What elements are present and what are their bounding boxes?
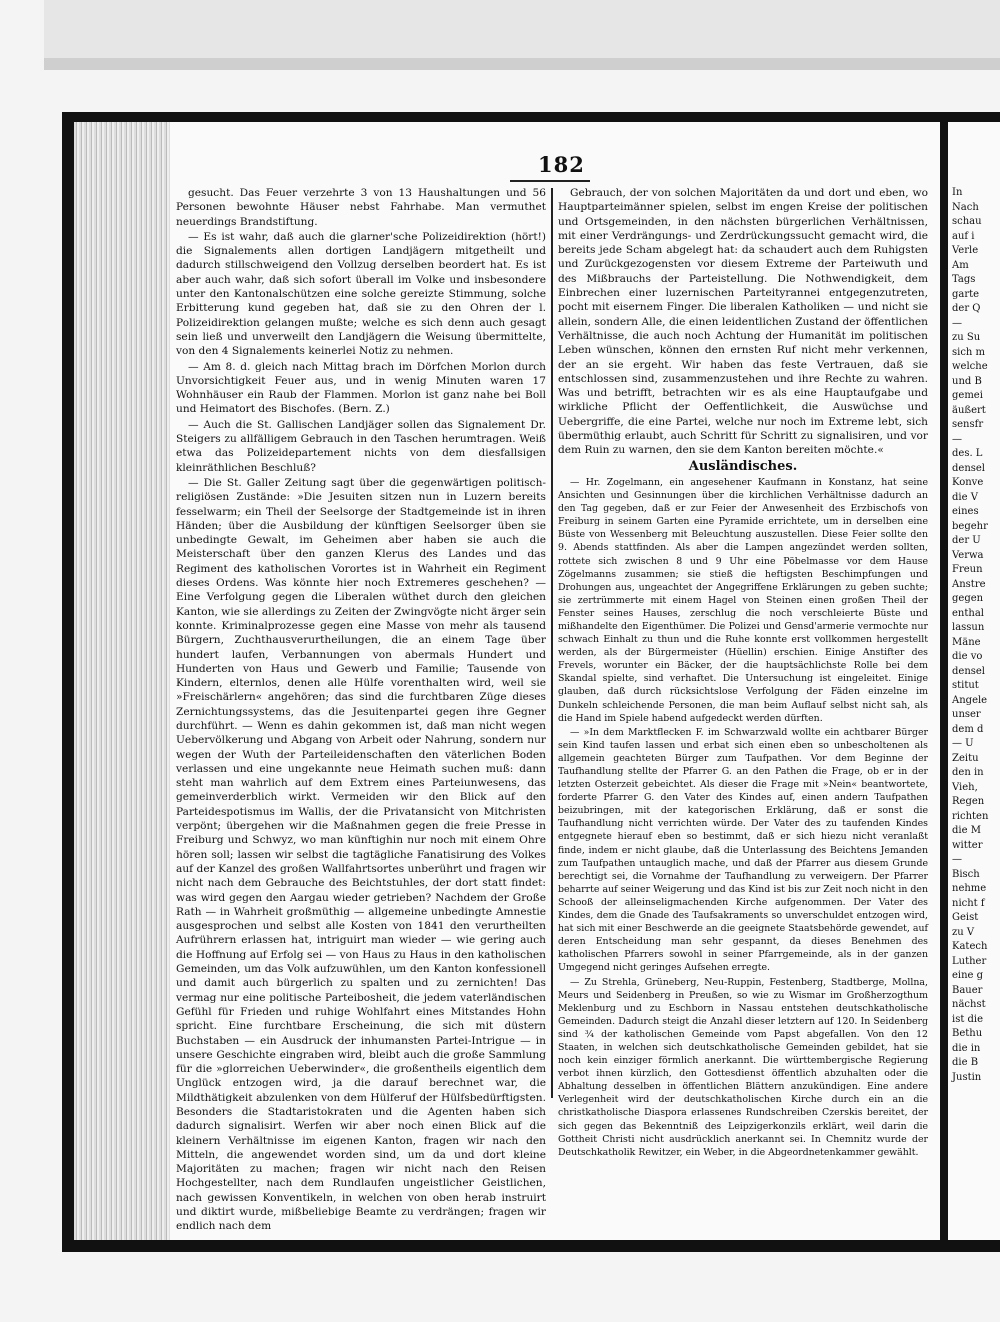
- adjacent-page-line: Anstre: [952, 578, 986, 590]
- scan-frame-top: [62, 112, 1000, 122]
- adjacent-page-line: den in: [952, 767, 984, 778]
- adjacent-page-line: sensfr: [952, 419, 984, 430]
- adjacent-page-line: unser: [952, 709, 981, 720]
- adjacent-page-line: Mäne: [952, 636, 981, 648]
- adjacent-page-line: die B: [952, 1057, 979, 1068]
- book-top-edge: [44, 0, 1000, 60]
- adjacent-page-line: dem d: [952, 723, 984, 735]
- adjacent-page-line: densel: [952, 462, 986, 474]
- adjacent-page-line: der U: [952, 535, 981, 546]
- section-heading: Ausländisches.: [688, 458, 798, 474]
- news-item: — Hr. Zogelmann, ein angesehener Kaufmann in Konstanz, hat seine Ansichten und Gesinnungen über die kirchlichen Verhältnisse dadurch an den Tag gegeben, daß er zur Feier der Anwesenheit des Erzbischofs von Freiburg in seinem Garten eine Pyramide errichtete, um in derselben eine Büste von Wessenberg mit Beleuchtung auszustellen. Diese Feier sollte den 9. Abends stattfinden. Als aber die Lampen angezündet werden sollten, rottete sich zwischen 8 und 9 Uhr eine Pöbelmasse vor dem Hause Zögelmanns zusammen; sie stieß die heftigsten Beschimpfungen und Drohungen aus, ungeachtet der Angegriffene Erklärungen zu geben suchte; sie zertrümmerte mit einem Hagel von Steinen einen großen Theil der Fenster seines Hauses, zerschlug die noch verschleierte Büste und mißhandelte den Eigenthümer. Die Polizei und Gensd'armerie vermochte nur schwach Einhalt zu thun und die Ruhe konnte erst vollkommen hergestellt werden, als der Bürgermeister (Hüellin) erschien. Einige Anstifter des Frevels, worunter ein Bäcker, der die hauptsächlichste Rolle bei dem Skandal spielte, sind verhaftet. Die Untersuchung ist eingeleitet. Einige glauben, daß durch rücksichtslose Verfolgung der Fäden einzelne im Dunkeln schleichende Personen, die man beim Auflauf selbst nicht sah, als die Hand im Spiele habend aufgedeckt werden dürften.: [558, 476, 928, 724]
- adjacent-page-line: Zeitu: [952, 752, 979, 764]
- article-paragraph: — Die St. Galler Zeitung sagt über die gegenwärtigen politisch-religiösen Zustände: »Die Jesuiten sitzen nun in Luzern bereits fesselwarm; ein Theil der Seelsorge der Stadtgemeinde ist in ihren Händen; über die Ausbildung der künftigen Seelsorger üben sie unbedingte Gewalt, im Geheimen aber haben sie auch die Meisterschaft über den ganzen Klerus des Landes und das Regiment des katholischen Vorortes ist in Wahrheit ein Regiment dieses Ordens. Was könnte hier noch Extremeres geschehen? — Eine Verfolgung gegen die Liberalen wüthet durch den gleichen Kanton, wie sie allerdings zu Zeiten der Zwingvögte nicht ärger sein konnte. Kriminalprozesse gegen eine Masse von mehr als tausend Bürgern, Zuchthausverurtheilungen, die an einem Tage über hundert laufen, Verbannungen von abermals Hundert und Hunderten von Haus und Gewerb und Familie; Tausende von Kindern, elternlos, denen alle Hülfe vorenthalten wird, weil sie »Freischärlern« angehören; das sind die furchtbaren Züge dieses Zernichtungssystems, das die Jesuitenpartei gegen ihre Gegner durchführt. — Wenn es dahin gekommen ist, daß man nicht wegen Uebervölkerung und Abgang von Arbeit oder Nahrung, sondern nur wegen der Wuth der Parteileidenschaften den väterlichen Boden verlassen und eine ungekannte neue Heimath suchen muß: dann steht man wahrlich auf dem Extrem eines Parteiunwesens, das gemeinverderblich wirkt. Vermeiden wir den Blick auf den Parteidespotismus im Wallis, der die Privatansicht von Mitchristen verpönt; übergehen wir die Maßnahmen gegen die freie Presse in Freiburg und Schwyz, wo man künftighin nur noch mit einem Ohre hören soll; lassen wir selbst die tagtägliche Fanatisirung des Volkes auf der Kanzel des großen Wallfahrtsortes unberührt und fragen wir nicht nach dem Gebrauche des Beichtstuhles, der dort statt findet: was wird gegen den Aargau wieder getrieben? Nachdem der Große Rath — in Wahrheit großmüthig — allgemeine unbedingte Amnestie ausgesprochen und selbst alle Kosten von 1841 den verurtheilten Aufrührern erlassen hat, intriguirt man wieder — wie gering auch die Hoffnung auf Erfolg sei — von Haus zu Haus in den katholischen Gemeinden, um das Volk aufzuwühlen, um den Kanton konfessionell und damit auch bürgerlich zu spalten und zu zernichten! Das vermag nur eine politische Parteibosheit, die jedem vaterländischen Gefühl für Frieden und ruhige Wohlfahrt eines Mitstandes Hohn spricht. Eine furchtbare Erscheinung, die sich mit düstern Buchstaben — ein Ausdruck der inhumansten Partei-Intrigue — in unsere Geschichte eingraben wird, bleibt auch die große Sammlung für die »glorreichen Ueberwinder«, die großentheils eigentlich dem Unglück entzogen wird, ja die darauf berechnet war, die Mildthätigkeit abzulenken von dem Hülferuf der Hülfsbedürftigsten. Besonders die Stadtaristokraten und die Agenten haben sich dadurch signalisirt. Werfen wir aber noch einen Blick auf die kleinern Verhältnisse im eigenen Kanton, fragen wir nach den Mitteln, die angewendet worden sind, um da und dort kleine Majoritäten zu machen; fragen wir nicht nach den Reisen Hochgestellter, nach dem Rundlaufen ungeistlicher Geistlichen, nach gewissen Konventikeln, in welchen von oben herab instruirt und diktirt wurde, mißbeliebige Beamte zu verdrängen; fragen wir endlich nach dem: [176, 476, 546, 1233]
- adjacent-page-line: Angele: [952, 694, 988, 706]
- adjacent-page-line: richten: [952, 810, 989, 822]
- adjacent-page-line: auf i: [952, 230, 975, 242]
- adjacent-page-line: Vieh,: [952, 781, 978, 793]
- adjacent-page-line: zu Su: [952, 332, 981, 343]
- adjacent-page-line: Nach: [952, 201, 979, 213]
- adjacent-page-line: eines: [952, 506, 979, 517]
- adjacent-page-line: Luther: [952, 955, 987, 967]
- stacked-page-edges: [74, 122, 170, 1240]
- page-number: 182: [538, 152, 585, 177]
- article-paragraph: Gebrauch, der von solchen Majoritäten da und dort und eben, wo Hauptparteimänner spielen, selbst im engen Kreise der politischen und Ortsgemeinden, in den nächsten bürgerlichen Verhältnissen, mit einer Verdrängungs- und Zerdrückungssucht gemacht wird, die bereits jede Scham abgelegt hat: da schaudert auch dem Ruhigsten und Zurückgezogensten vor diesem Extreme der Parteiwuth und des Mißbrauchs der Parteistellung. Die Nothwendigkeit, dem Einbrechen einer luzernischen Parteityrannei entgegenzutreten, pocht mit eisernem Finger. Die liberalen Katholiken — und nicht sie allein, sondern Alle, die einen leidentlichen Zustand der öffentlichen Verhältnisse, die auch noch Achtung der Humanität im politischen Leben wünschen, können den ernsten Ruf nicht mehr verkennen, der an sie ergeht. Wir haben das feste Vertrauen, daß sie entschlossen sind, zusammenzustehen und ihre Rechte zu wahren. Was und betrifft, betrachten wir es als eine Hauptaufgabe und wirkliche Pflicht der Oeffentlichkeit, die Auswüchse und Uebergriffe, die eine Partei, welche nur noch im Extreme lebt, sich übermüthig erlaubt, auch Schritt für Schritt zu signalisiren, und vor dem Ruin zu warnen, den sie dem Kanton bereiten möchte.«: [558, 187, 928, 457]
- book-gutter: [940, 112, 948, 1252]
- newspaper-page: [170, 122, 940, 1240]
- adjacent-page-line: nicht f: [952, 897, 985, 909]
- adjacent-page-line: nächst: [952, 999, 986, 1010]
- article-paragraph: — Auch die St. Gallischen Landjäger sollen das Signalement Dr. Steigers zu allfälligem Gebrauch in den Taschen herumtragen. Weiß etwa das Polizeidepartement nichts von dem diesfallsigen kleinräthlichen Beschluß?: [176, 418, 546, 474]
- adjacent-page-line: stitut: [952, 680, 979, 691]
- adjacent-page: [948, 122, 1000, 1240]
- adjacent-page-line: die in: [952, 1042, 981, 1054]
- adjacent-page-line: eine g: [952, 970, 984, 981]
- adjacent-page-text: [948, 122, 1000, 1085]
- adjacent-page-line: Bauer: [952, 984, 983, 996]
- adjacent-page-line: Verwa: [952, 549, 984, 561]
- adjacent-page-line: Bisch: [952, 868, 980, 880]
- adjacent-page-line: nehme: [952, 883, 987, 894]
- adjacent-page-line: —: [952, 317, 962, 329]
- adjacent-page-line: Geist: [952, 912, 979, 923]
- adjacent-page-line: begehr: [952, 520, 988, 532]
- news-item: — »In dem Marktflecken F. im Schwarzwald wollte ein achtbarer Bürger sein Kind taufen lassen und erbat sich einen eben so unbescholtenen als allgemein geachteten Bürger zum Taufpathen. Vor dem Beginne der Taufhandlung stellte der Pfarrer G. an den Pathen die Frage, ob er in der letzten Osterzeit gebeichtet. Als dieser die Frage mit »Nein« beantwortete, forderte Pfarrer G. den Vater des Kindes auf, einen andern Taufpathen beizubringen, mit der kategorischen Erklärung, daß er sonst die Taufhandlung nicht verrichten würde. Der Vater des zu taufenden Kindes entgegnete hierauf eben so bestimmt, daß er sich hiezu nicht veranlaßt finde, indem er nicht glaube, daß die Unterlassung des Beichtens Jemanden zum Taufpathen untauglich mache, und daß der Pfarrer aus diesem Grunde berechtigt sei, die Vornahme der Taufhandlung zu verweigern. Der Pfarrer beharrte auf seiner Weigerung und das Kind ist bis zur Zeit noch nicht in den Schooß der alleinseligmachenden Kirche aufgenommen. Der Vater des Kindes, dem die Gnade des Taufsakraments so unverschuldet entzogen wird, hat sich mit einer Beschwerde an die geeignete Staatsbehörde gewendet, auf deren Entscheidung man sehr gespannt, da dieses Benehmen des katholischen Pfarrers sowohl in seiner Pfarrgemeinde, als in der ganzen Umgegend nicht geringes Aufsehen erregte.: [558, 726, 928, 974]
- adjacent-page-line: garte: [952, 288, 980, 300]
- adjacent-page-line: des. L: [952, 448, 983, 459]
- adjacent-page-line: schau: [952, 216, 982, 227]
- adjacent-page-line: Am: [952, 259, 969, 271]
- adjacent-page-line: densel: [952, 665, 986, 677]
- adjacent-page-line: ist die: [952, 1013, 984, 1025]
- news-item: — Zu Strehla, Grüneberg, Neu-Ruppin, Festenberg, Stadtberge, Mollna, Meurs und Seidenberg in Preußen, so wie zu Wismar im Großherzogthum Meklenburg und zu Eschborn in Nassau entstehen deutschkatholische Gemeinden. Dadurch steigt die Anzahl dieser letztern auf 120. In Seidenberg sind ¾ der katholischen Gemeinde vom Papst abgefallen. Von den 12 Staaten, in welchen sich deutschkatholische Gemeinden gebildet, hat sie noch kein einziger förmlich anerkannt. Die württembergische Regierung verbot ihnen kürzlich, den Gottesdienst öffentlich abzuhalten oder die Abhaltung desselben in öffentlichen Blättern anzukündigen. Eine andere Verlegenheit wird der deutschkatholischen Kirche durch ein an die christkatholische Diaspora erlassenes Rundschreiben Czerskis bereitet, der sich gegen das Bekenntniß des Leipzigerkonzils erklärt, weil darin die Gottheit Christi nicht ausdrücklich anerkannt sei. In Chemnitz wurde der Deutschkatholik Rewitzer, ein Weber, in die Abgeordnetenkammer gewählt.: [558, 976, 928, 1158]
- adjacent-page-line: witter: [952, 839, 983, 851]
- scan-frame-bottom: [62, 1240, 1000, 1252]
- adjacent-page-line: die M: [952, 825, 981, 836]
- adjacent-page-line: die vo: [952, 651, 983, 662]
- adjacent-page-line: der Q: [952, 303, 981, 314]
- adjacent-page-line: gegen: [952, 593, 984, 604]
- adjacent-page-line: die V: [952, 491, 978, 503]
- adjacent-page-line: Justin: [952, 1071, 982, 1083]
- article-paragraph: — Es ist wahr, daß auch die glarner'sche Polizeidirektion (hört!) die Signalements allen dortigen Landjägern mitgetheilt und dadurch stillschweigend den Vollzug derselben beordert hat. Es ist aber auch wahr, daß sich sofort überall im Volke und insbesondere unter den Kantonalschützen eine solche gereizte Stimmung, solche Erbitterung kund gegeben hat, daß sie zu den Ohren der l. Polizeidirektion gelangen mußte; welche es sich denn auch gesagt sein ließ und unverweilt den Landjägern die Weisung übermittelte, von den 4 Signalements keinerlei Notiz zu nehmen.: [176, 230, 546, 358]
- right-column: [558, 186, 928, 1160]
- page-edge-top: [44, 58, 1000, 70]
- article-paragraph: gesucht. Das Feuer verzehrte 3 von 13 Haushaltungen und 56 Personen bewohnte Häuser nebst Fahrhabe. Man vermuthet neuerdings Brandstiftung.: [176, 187, 546, 228]
- adjacent-page-line: Regen: [952, 796, 985, 807]
- adjacent-page-line: —: [952, 433, 962, 445]
- adjacent-page-line: Tags: [952, 274, 976, 285]
- article-paragraph: — Am 8. d. gleich nach Mittag brach im Dörfchen Morlon durch Unvorsichtigkeit Feuer aus, und in wenig Minuten waren 17 Wohnhäuser ein Raub der Flammen. Morlon ist ganz nahe bei Boll und Heimatort des Bischofes. (Bern. Z.): [176, 360, 546, 416]
- adjacent-page-line: In: [952, 187, 963, 198]
- scan-frame-left: [62, 112, 74, 1252]
- adjacent-page-line: Freun: [952, 564, 983, 575]
- adjacent-page-line: sich m: [952, 346, 986, 358]
- adjacent-page-line: äußert: [952, 404, 986, 416]
- adjacent-page-line: enthal: [952, 607, 984, 619]
- adjacent-page-line: Verle: [952, 245, 979, 256]
- adjacent-page-line: — U: [952, 738, 974, 749]
- adjacent-page-line: Bethu: [952, 1028, 983, 1039]
- adjacent-page-line: —: [952, 854, 962, 865]
- adjacent-page-line: gemei: [952, 390, 983, 401]
- adjacent-page-line: Konve: [952, 477, 984, 488]
- adjacent-page-line: Katech: [952, 941, 988, 952]
- column-divider: [551, 188, 553, 1098]
- page-number-rule: [510, 180, 590, 182]
- left-column: [176, 186, 546, 1235]
- adjacent-page-line: zu V: [952, 926, 975, 938]
- adjacent-page-line: welche: [952, 361, 988, 372]
- adjacent-page-line: und B: [952, 375, 982, 387]
- adjacent-page-line: lassun: [952, 622, 985, 633]
